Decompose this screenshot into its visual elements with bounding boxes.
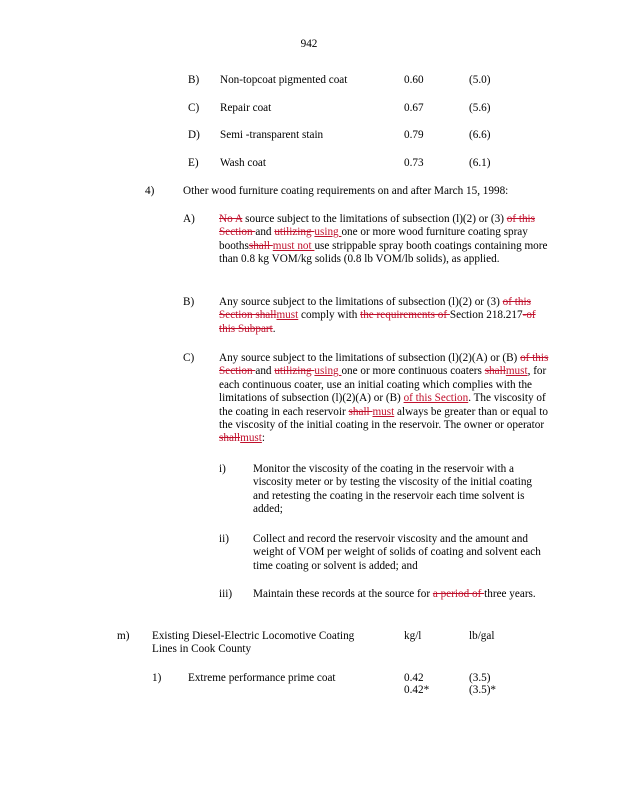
- insertion: of this Section: [403, 392, 469, 405]
- deletion: shall: [248, 239, 273, 252]
- limit-letter: C): [188, 102, 200, 114]
- deletion: a period of: [432, 588, 485, 600]
- deletion: utilizing: [274, 365, 315, 378]
- insertion: must: [505, 365, 528, 378]
- limit-name: Semi -transparent stain: [220, 129, 324, 141]
- section-m-title: Existing Diesel-Electric Locomotive Coating Lines in Cook County: [152, 630, 355, 656]
- text: Any source subject to the limitations of subsection (l)(2)(A) or (B): [219, 352, 521, 364]
- para-c-label: C): [183, 352, 195, 364]
- item-1-lb: (3.5): [469, 672, 491, 684]
- text: , for each continuous coater, use an initial coating which complies with the limitations of subsection (l)(2)(A) or (B): [219, 365, 547, 405]
- deletion: utilizing: [274, 226, 315, 239]
- sub-ii-text: Collect and record the reservoir viscosity and the amount and weight of VOM per weight of solids of coating and solvent each time coating or solvent is added; and: [253, 533, 541, 572]
- item-4-number: 4): [145, 185, 155, 197]
- item-4-title: Other wood furniture coating requirements on and after March 15, 1998:: [183, 185, 509, 197]
- text: :: [261, 432, 266, 445]
- deletion: of this Section: [219, 213, 536, 239]
- text: . The viscosity of the coating in each reservoir: [219, 392, 546, 418]
- limit-name: Wash coat: [220, 157, 267, 169]
- para-c: [219, 352, 551, 446]
- item-1-name: Extreme performance prime coat: [188, 672, 336, 684]
- insertion: must: [372, 405, 395, 418]
- text: one or more wood furniture coating spray booths: [219, 226, 528, 252]
- text: use strippable spray booth coatings containing more than 0.8 kg VOM/kg solids (0.8 lb VOM/lb solids), as applied.: [219, 239, 548, 266]
- sub-iii-text: [253, 588, 543, 601]
- sub-iii-label: iii): [219, 588, 233, 600]
- sub-i-label: i): [219, 463, 226, 475]
- text: and: [255, 365, 275, 378]
- deletion: the requirements of: [360, 309, 450, 322]
- column-header-lb: lb/gal: [469, 630, 495, 642]
- insertion: must: [240, 432, 262, 445]
- deletion: shall: [484, 365, 506, 378]
- text: .: [272, 322, 276, 335]
- text: Any source subject to the limitations of subsection (l)(2) or (3): [219, 296, 503, 308]
- deletion: No A: [219, 213, 243, 225]
- deletion: of this Section: [219, 352, 549, 378]
- para-a-label: A): [183, 213, 195, 225]
- text: one or more continuous coaters: [341, 365, 485, 378]
- item-1-lb-amended: (3.5)*: [469, 684, 497, 696]
- limit-name: Repair coat: [220, 102, 272, 114]
- para-b-label: B): [183, 296, 195, 308]
- limit-lb: (6.1): [469, 157, 491, 169]
- limit-kg: 0.73: [404, 157, 424, 169]
- sub-i-text: Monitor the viscosity of the coating in the reservoir with a viscosity meter or by testing the viscosity of the initial coating and retesting the coating in the reservoir each time solvent is added;: [253, 463, 533, 516]
- text: source subject to the limitations of subsection (l)(2) or (3): [242, 213, 507, 225]
- text: Section 218.217: [449, 309, 523, 322]
- text: and: [255, 226, 275, 239]
- text: comply with: [298, 309, 361, 322]
- text: Maintain these records at the source for: [253, 588, 433, 600]
- limit-letter: E): [188, 157, 199, 169]
- limit-lb: (6.6): [469, 129, 491, 141]
- deletion: shall: [219, 432, 241, 445]
- insertion: must not: [272, 239, 315, 252]
- text: three years.: [484, 588, 536, 600]
- deletion: of this Section shall: [219, 296, 531, 322]
- sub-ii-label: ii): [219, 533, 229, 545]
- insertion: using: [314, 365, 342, 378]
- insertion: must: [276, 309, 299, 322]
- insertion: using: [314, 226, 342, 239]
- deletion: shall: [348, 405, 373, 418]
- item-1-number: 1): [152, 672, 162, 684]
- text: always be greater than or equal to the viscosity of the initial coating in the reservoir. The owner or operator: [219, 405, 548, 432]
- deletion: -of this Subpart: [219, 309, 536, 335]
- limit-kg: 0.60: [404, 74, 424, 86]
- limit-letter: D): [188, 129, 200, 141]
- section-m-label: m): [117, 630, 130, 642]
- limit-lb: (5.6): [469, 102, 491, 114]
- limit-kg: 0.79: [404, 129, 424, 141]
- limit-letter: B): [188, 74, 200, 86]
- item-1-kg-amended: 0.42*: [404, 684, 430, 696]
- limit-name: Non-topcoat pigmented coat: [220, 74, 348, 86]
- limit-kg: 0.67: [404, 102, 424, 114]
- limit-lb: (5.0): [469, 74, 491, 86]
- column-header-kg: kg/l: [404, 630, 422, 642]
- para-b: [219, 296, 551, 336]
- item-1-kg: 0.42: [404, 672, 424, 684]
- page-number: 942: [300, 38, 318, 50]
- para-a: [219, 213, 551, 267]
